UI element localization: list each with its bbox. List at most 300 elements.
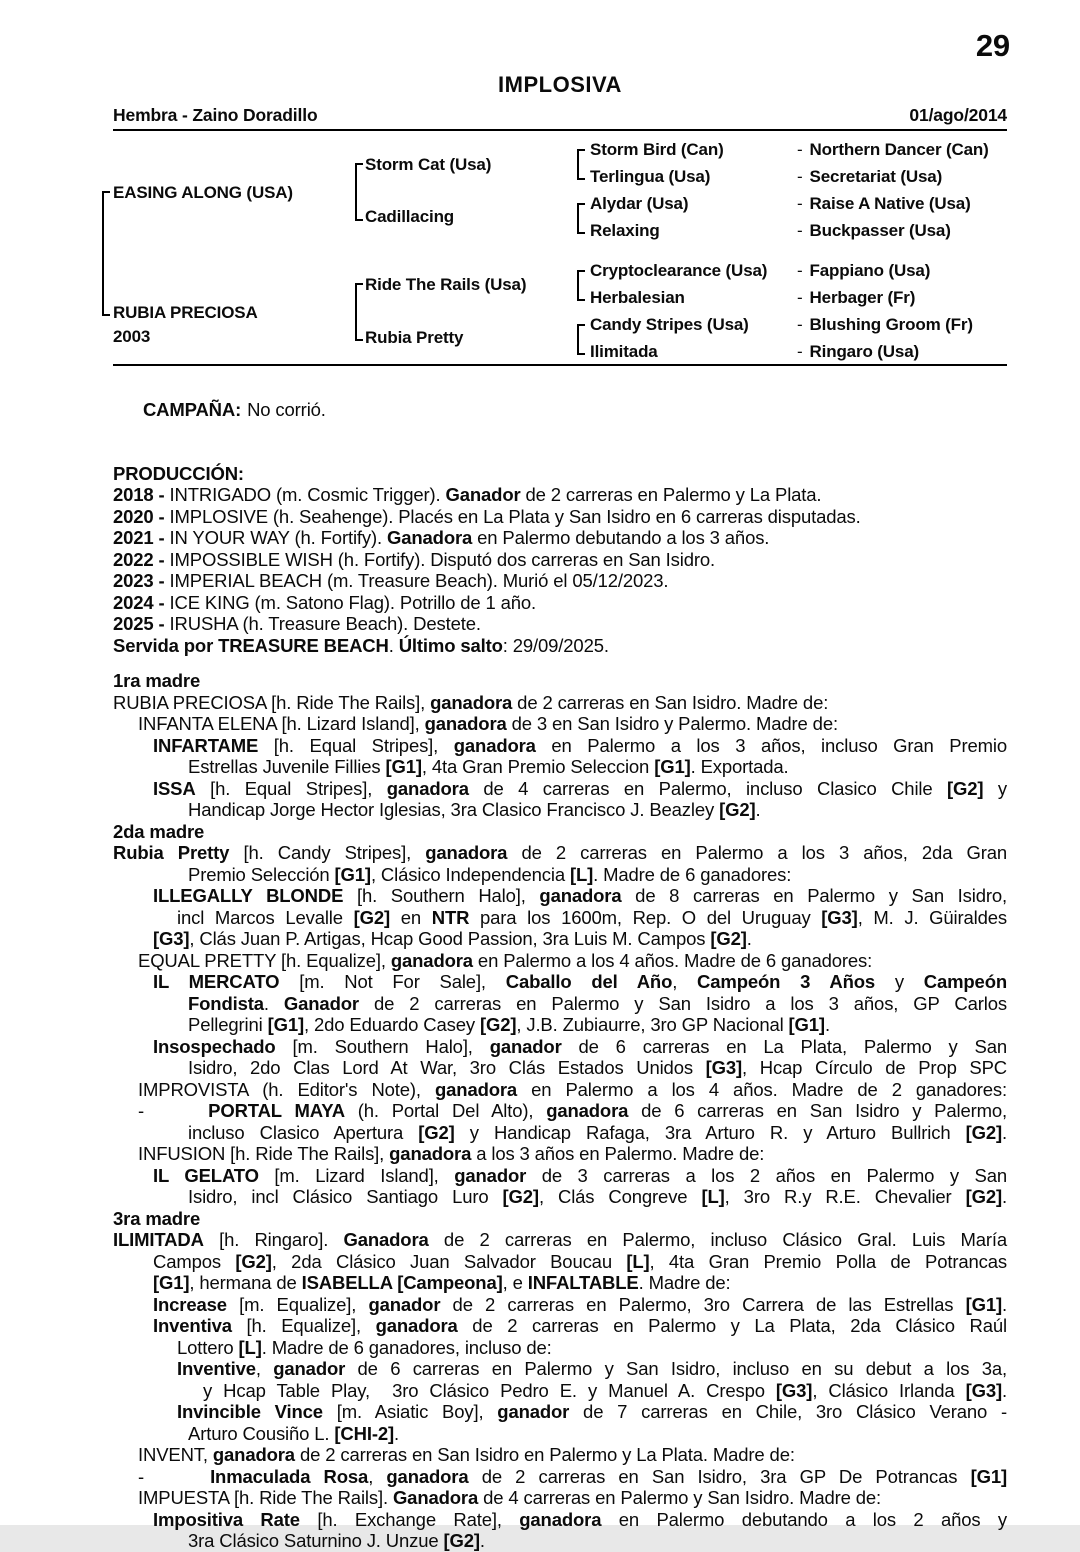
text-line (113, 713, 1007, 735)
pedigree-bracket (355, 283, 363, 341)
bold-run: [G2] (710, 928, 747, 949)
text-run: incl Marcos Levalle (177, 906, 354, 928)
text-line (113, 993, 1007, 1015)
text-run: Isidro, incl Clásico Santiago Luro (188, 1186, 503, 1207)
ancestor-name: Alydar (Usa) (590, 194, 689, 213)
text-run: de 2 carreras en Palermo y La Plata, 2da Clásico Raúl (457, 1315, 1007, 1336)
text-run: a los 3 años en Palermo. Madre de: (471, 1143, 765, 1164)
text-line (113, 842, 1007, 864)
text-run: , Clás Juan P. Artigas, Hcap Good Passion, 3ra Luis M. Campos (189, 928, 711, 949)
text-run: [m. Asiatic Boy], (322, 1401, 498, 1422)
campaign-line (113, 377, 1007, 442)
text-run: RUBIA PRECIOSA [h. Ride The Rails], (113, 691, 431, 713)
text-line (113, 1444, 1007, 1466)
text-run: , 2da Clásico Juan Salvador Boucau (271, 1250, 627, 1272)
bold-run: [G2] (235, 1250, 272, 1272)
ancestor-name: Rubia Pretty (365, 328, 464, 347)
text-line (113, 1487, 1007, 1509)
text-run: INTRIGADO (m. Cosmic Trigger). (169, 484, 446, 505)
ancestor-row (797, 342, 919, 362)
page-number: 29 (975, 28, 1010, 63)
text-run: IMPROVISTA (h. Editor's Note), (138, 1078, 435, 1100)
text-run: , Clás Congreve (538, 1186, 702, 1207)
ancestor-name: Secretariat (Usa) (809, 167, 943, 186)
text-run: de 8 carreras en Palermo y San Isidro, (621, 885, 1007, 906)
text-run: de 2 carreras en San Isidro en Palermo y La Plata. Madre de: (294, 1444, 795, 1465)
text-run: , M. J. Güiraldes (857, 906, 1007, 928)
text-line (113, 928, 1007, 950)
text-run: . Madre de 6 ganadores: (593, 863, 792, 885)
text-line (113, 885, 1007, 907)
ancestor-name: Relaxing (590, 221, 660, 240)
text-run: , 2do Eduardo Casey (304, 1014, 480, 1035)
ancestor-name: Ringaro (Usa) (809, 342, 920, 361)
text-run: ICE KING (m. Satono Flag). Potrillo de 1 año. (169, 591, 537, 613)
text-run: de 6 carreras en San Isidro y Palermo, (628, 1100, 1007, 1121)
ancestor-row (797, 140, 989, 160)
text-run: en Palermo a los 4 años. Madre de 6 ganadores: (472, 949, 873, 971)
text-run: , Hcap Círculo de Prop SPC (742, 1057, 1008, 1078)
ancestor-name: Storm Cat (Usa) (365, 155, 492, 174)
text-run: y Hcap Table Play, 3ro Clásico Pedro E. y Manuel A. Crespo (203, 1379, 776, 1401)
text-run: en Palermo a los 3 años, incluso Gran Premio (535, 734, 1007, 756)
bold-run: Último salto (398, 634, 503, 656)
text-run: [m. Lizard Island], (258, 1164, 455, 1186)
birth-date: 01/ago/2014 (909, 105, 1007, 125)
bold-run: Impositiva Rate (153, 1508, 300, 1530)
dash-icon: - (797, 261, 803, 280)
text-run: de 2 carreras en Palermo y San Isidro a los 3 años, GP Carlos (358, 992, 1007, 1014)
section-lines (113, 692, 1007, 821)
ancestor-name: Cryptoclearance (Usa) (590, 261, 768, 280)
text-run: de 2 carreras en Palermo, 3ro Carrera de las Estrellas (440, 1293, 966, 1315)
bold-run: ganadora (453, 734, 536, 756)
text-run: - (138, 1465, 145, 1487)
text-run: de 2 carreras en Palermo y La Plata. (520, 484, 822, 505)
bold-run: 2025 - (113, 613, 170, 634)
text-run: [m. Not For Sale], (279, 971, 506, 992)
bold-run: ganadora (430, 691, 513, 713)
bold-run: ganador (368, 1293, 441, 1315)
bold-run: 2020 - (113, 505, 170, 527)
pedigree-bracket (577, 149, 585, 180)
bold-run: 2021 - (113, 527, 170, 548)
ancestor-row (797, 261, 930, 281)
bold-run: NTR (431, 906, 470, 928)
text-run: , 4ta Gran Premio Polla de Potrancas (649, 1250, 1007, 1272)
text-run: de 4 carreras en Palermo y San Isidro. Madre de: (478, 1487, 882, 1508)
bold-run: [L] (238, 1336, 262, 1358)
dash-icon: - (797, 140, 803, 159)
bold-run: Inventive (177, 1358, 256, 1379)
bold-run: Inmaculada Rosa (210, 1465, 369, 1487)
bold-run: 2023 - (113, 570, 170, 591)
bold-run: Ganadora (392, 1487, 479, 1508)
text-run: , (255, 1358, 274, 1379)
bold-run: 2022 - (113, 548, 170, 570)
text-run: en Palermo debutando a los 2 años y (601, 1508, 1007, 1530)
dash-icon: - (797, 342, 803, 361)
text-run: - (138, 1100, 145, 1121)
bold-run: Invincible Vince (177, 1401, 323, 1422)
bold-run: ganadora (424, 713, 507, 734)
text-run: incluso Clasico Apertura (188, 1121, 419, 1143)
text-run: IMPUESTA [h. Ride The Rails]. (138, 1487, 393, 1508)
text-line (113, 1229, 1007, 1251)
text-run: [h. Equal Stripes], (258, 734, 454, 756)
text-line (113, 799, 1007, 821)
text-line (113, 1122, 1007, 1144)
text-line (113, 1014, 1007, 1036)
ancestor-name: Northern Dancer (Can) (809, 140, 989, 159)
text-run: de 3 en San Isidro y Palermo. Madre de: (506, 713, 838, 734)
text-line (113, 1165, 1007, 1187)
bold-run: [G1] (654, 756, 691, 777)
text-run: , hermana de (189, 1272, 302, 1293)
text-run: de 3 carreras a los 2 años en Palermo y San (526, 1164, 1007, 1186)
section-heading: 1ra madre (113, 670, 201, 691)
text-run: . (1002, 1379, 1007, 1401)
text-run: . (479, 1530, 485, 1551)
bold-run: [G3] (775, 1379, 813, 1401)
text-line (113, 778, 1007, 800)
ancestor-name: Blushing Groom (Fr) (809, 315, 973, 334)
text-run: [h. Ringaro]. (203, 1229, 344, 1250)
ancestor-row (797, 167, 942, 187)
text-run: : 29/09/2025. (502, 634, 609, 656)
ancestor-name: Raise A Native (Usa) (809, 194, 971, 213)
bold-run: ganadora (375, 1315, 458, 1336)
bold-run: Rubia Pretty (113, 842, 230, 863)
section-lines (113, 842, 1007, 1208)
bold-run: Ganadora (387, 527, 473, 548)
text-line (113, 1294, 1007, 1316)
ancestor-name: Terlingua (Usa) (590, 167, 711, 186)
text-run: en Palermo a los 4 años. Madre de 2 ganadores: (517, 1078, 1007, 1100)
dash-list-line (113, 1466, 1007, 1488)
text-line (113, 1251, 1007, 1273)
text-run: . (1002, 1186, 1007, 1207)
bold-run: [G2] (418, 1121, 455, 1143)
ancestor-row (797, 315, 973, 335)
dash-icon: - (797, 288, 803, 307)
text-line (113, 635, 1007, 657)
text-line (113, 1079, 1007, 1101)
text-run: Pellegrini (188, 1014, 268, 1035)
section-second-dam (113, 821, 1007, 1208)
ancestor-name: Fappiano (Usa) (809, 261, 931, 280)
bold-run: PORTAL MAYA (208, 1100, 345, 1121)
bold-run: Insospechado (153, 1035, 276, 1057)
bold-run: IL GELATO (153, 1164, 259, 1186)
bold-run: Servida por TREASURE BEACH (113, 634, 389, 656)
ancestor-name: Ilimitada (590, 342, 658, 361)
bold-run: INFARTAME (153, 734, 259, 756)
text-run: IMPLOSIVE (h. Seahenge). Placés en La Plata y San Isidro en 6 carreras disputadas. (169, 505, 861, 527)
bold-run: [G3] (705, 1057, 743, 1078)
section-lines (113, 1229, 1007, 1552)
text-run: EQUAL PRETTY [h. Equalize], (138, 949, 391, 971)
text-run: , (368, 1465, 387, 1487)
bold-run: 2018 - (113, 484, 170, 505)
bold-run: IL MERCATO (153, 971, 280, 992)
production-list (113, 484, 1007, 656)
text-run: . Madre de 6 ganadores, incluso de: (261, 1336, 552, 1358)
ancestor-name: Buckpasser (Usa) (809, 221, 951, 240)
ancestor-name: Cadillacing (365, 207, 455, 226)
text-line (113, 1036, 1007, 1058)
text-run: , 4ta Gran Premio Seleccion (421, 756, 655, 777)
bold-run: ganadora (425, 842, 508, 863)
text-run: . (263, 992, 284, 1014)
bold-run: Caballo del Año (505, 971, 673, 992)
text-run: . (388, 634, 399, 656)
dash-icon: - (797, 167, 803, 186)
dash-icon: - (797, 194, 803, 213)
text-line (113, 756, 1007, 778)
text-line (113, 864, 1007, 886)
text-run (144, 1466, 210, 1487)
text-line (113, 1272, 1007, 1294)
horse-name-title: IMPLOSIVA (498, 72, 622, 97)
bold-run: Ganador (445, 484, 521, 505)
text-run: [h. Equal Stripes], (195, 777, 387, 799)
bold-run: ISSA (153, 777, 196, 799)
text-run: [h. Equalize], (231, 1315, 376, 1336)
dash-list-line (113, 1100, 1007, 1122)
body-text (113, 377, 1007, 1552)
bold-run: ganadora (386, 777, 469, 799)
text-line (113, 527, 1007, 549)
bold-run: ganadora (519, 1508, 602, 1530)
text-run: INVENT, (138, 1444, 213, 1465)
text-line (113, 506, 1007, 528)
sire-name: EASING ALONG (USA) (113, 183, 293, 202)
text-line (113, 1358, 1007, 1380)
text-line (113, 1143, 1007, 1165)
dash-icon: - (797, 221, 803, 240)
text-run: , J.B. Zubiaurre, 3ro GP Nacional (516, 1014, 789, 1035)
text-line (113, 1401, 1007, 1423)
bold-run: [G2] (443, 1530, 480, 1551)
text-run: Isidro, 2do Clas Lord At War, 3ro Clás Estados Unidos (188, 1057, 706, 1078)
bold-run: [G3] (965, 1379, 1002, 1401)
text-run: , 3ro R.y R.E. Chevalier (724, 1186, 966, 1207)
text-run: en (390, 906, 432, 928)
bold-run: ISABELLA [Campeona] (301, 1272, 503, 1293)
pedigree-bracket (577, 270, 585, 301)
ancestor-name: Herbalesian (590, 288, 685, 307)
text-run: Lottero (177, 1336, 239, 1358)
text-line (113, 1057, 1007, 1079)
ancestor-row (797, 194, 971, 214)
text-run: . (1002, 1293, 1007, 1315)
text-line (113, 549, 1007, 571)
bold-run: INFALTABLE (527, 1272, 639, 1293)
bold-run: ganadora (212, 1444, 295, 1465)
bold-run: [G2] (947, 777, 984, 799)
bold-run: [CHI-2] (334, 1422, 394, 1444)
text-run: de 4 carreras en Palermo, incluso Clasico Chile (468, 777, 947, 799)
text-run: en Palermo debutando a los 3 años. (472, 527, 770, 548)
divider-top (113, 129, 1007, 131)
bold-run: ganador (273, 1358, 346, 1379)
bold-run: [L] (701, 1186, 725, 1207)
bold-run: [G1] (965, 1293, 1002, 1315)
bold-run: ganadora (546, 1100, 629, 1121)
bold-run: Ganador (283, 992, 359, 1014)
text-run: [h. Candy Stripes], (229, 842, 426, 863)
text-run: 3ra Clásico Saturnino J. Unzue (188, 1530, 444, 1551)
text-run: [m. Southern Halo], (275, 1035, 490, 1057)
text-run: Arturo Cousiño L. (188, 1422, 335, 1444)
bold-run: Increase (153, 1293, 227, 1315)
bold-run: Fondista (188, 992, 264, 1014)
bold-run: ganador (497, 1401, 570, 1422)
bold-run: [G2] (479, 1014, 517, 1035)
ancestor-name: Herbager (Fr) (809, 288, 916, 307)
text-run: IMPOSSIBLE WISH (h. Fortify). Disputó dos carreras en San Isidro. (169, 548, 715, 570)
ancestor-row (797, 288, 915, 308)
ancestor-row (797, 221, 951, 241)
bold-run: [G1] (970, 1465, 1007, 1487)
text-run: Premio Selección (188, 863, 335, 885)
text-line (113, 1423, 1007, 1445)
bold-run: ILIMITADA (113, 1229, 204, 1250)
bold-run: [G3] (153, 928, 190, 949)
text-run: IMPERIAL BEACH (m. Treasure Beach). Murió el 05/12/2023. (169, 570, 669, 591)
bold-run: ganadora (390, 949, 473, 971)
text-run: [h. Exchange Rate], (299, 1508, 520, 1530)
text-run: IN YOUR WAY (h. Fortify). (169, 527, 387, 548)
text-run: de 6 carreras en La Plata, Palermo y San (561, 1035, 1008, 1057)
text-line (113, 971, 1007, 993)
ancestor-name: Candy Stripes (Usa) (590, 315, 749, 334)
text-run: , Clásico Irlanda (812, 1379, 966, 1401)
bold-run: ILLEGALLY BLONDE (153, 885, 344, 906)
text-run: de 6 carreras en Palermo y San Isidro, incluso en su debut a los 3a, (345, 1358, 1007, 1379)
bold-run: [L] (569, 863, 594, 885)
text-line (113, 1186, 1007, 1208)
bold-run: ganadora (435, 1078, 518, 1100)
bold-run: [G1] (153, 1272, 190, 1293)
text-run: y (875, 971, 924, 992)
text-run: Handicap Jorge Hector Iglesias, 3ra Clasico Francisco J. Beazley (188, 799, 720, 820)
bold-run: [G2] (965, 1121, 1002, 1143)
bold-run: [L] (626, 1250, 650, 1272)
section-third-dam (113, 1208, 1007, 1552)
text-run: . (746, 928, 752, 949)
dam-year: 2003 (113, 327, 151, 346)
subheader-row (113, 105, 1007, 126)
section-heading: 3ra madre (113, 1207, 201, 1229)
section-heading: 2da madre (113, 820, 205, 842)
text-run: (h. Portal Del Alto), (344, 1100, 547, 1121)
text-run: y Handicap Rafaga, 3ra Arturo R. y Arturo Bullrich (454, 1121, 966, 1143)
pedigree-bracket (102, 191, 110, 316)
text-run: IRUSHA (h. Treasure Beach). Destete. (169, 613, 481, 634)
text-run: para los 1600m, Rep. O del Uruguay (469, 906, 822, 928)
pedigree-chart (113, 132, 1007, 364)
text-line (113, 484, 1007, 506)
text-run: [h. Southern Halo], (343, 885, 540, 906)
bold-run: ganador (489, 1035, 562, 1057)
production-heading: PRODUCCIÓN: (113, 462, 244, 484)
bold-run: [G1] (334, 863, 371, 885)
bold-run: [G1] (267, 1014, 304, 1035)
bold-run: [G1] (788, 1014, 825, 1035)
text-run: y (983, 777, 1007, 799)
text-run: . (824, 1014, 830, 1035)
bold-run: ganadora (386, 1465, 469, 1487)
bold-run: [G2] (353, 906, 391, 928)
text-run: de 2 carreras en Palermo, incluso Clásico Gral. Luis María (428, 1229, 1007, 1250)
text-line (113, 570, 1007, 592)
text-run: , Clásico Independencia (370, 863, 570, 885)
text-run: , (672, 971, 698, 992)
text-run: [m. Equalize], (226, 1293, 369, 1315)
text-line (113, 613, 1007, 635)
bold-run: [G2] (965, 1186, 1002, 1207)
text-run: Estrellas Juvenile Fillies (188, 756, 386, 777)
text-line (113, 950, 1007, 972)
pedigree-bracket (355, 163, 363, 221)
bold-run: ganadora (389, 1143, 472, 1164)
text-run: . (1002, 1121, 1007, 1143)
text-line (113, 735, 1007, 757)
bold-run: Ganadora (343, 1229, 429, 1250)
text-run: . Exportada. (690, 756, 789, 777)
text-run: de 7 carreras en Chile, 3ro Clásico Verano - (569, 1401, 1008, 1422)
sex-color-label: Hembra - Zaino Doradillo (113, 105, 318, 125)
bold-run: 2024 - (113, 591, 170, 613)
pedigree-bracket (577, 203, 585, 234)
bold-run: ganador (454, 1164, 527, 1186)
text-run: Campos (153, 1250, 236, 1272)
text-line (113, 1530, 1007, 1552)
broodmare-sections (113, 670, 1007, 1552)
text-run: de 2 carreras en Palermo a los 3 años, 2da Gran (507, 842, 1008, 863)
text-run: de 2 carreras en San Isidro, 3ra GP De Potrancas (468, 1465, 971, 1487)
campaign-value: No corrió. (247, 398, 326, 420)
text-run: de 2 carreras en San Isidro. Madre de: (512, 691, 829, 713)
text-line (113, 592, 1007, 614)
bold-run: [G3] (821, 906, 858, 928)
section-first-dam (113, 670, 1007, 821)
bold-run: [G2] (719, 799, 756, 820)
text-run: INFANTA ELENA [h. Lizard Island], (138, 713, 425, 734)
pedigree-bracket (577, 324, 585, 355)
bold-run: Campeón 3 Años (697, 971, 876, 992)
bold-run: [G1] (385, 756, 422, 777)
text-run: , e (502, 1272, 528, 1293)
dash-icon: - (797, 315, 803, 334)
divider-bottom (113, 364, 1007, 366)
bold-run: Inventiva (153, 1315, 232, 1336)
ancestor-name: Ride The Rails (Usa) (365, 275, 527, 294)
text-run: . (755, 799, 761, 820)
text-run (144, 1100, 208, 1121)
text-line (113, 1380, 1007, 1402)
text-line (113, 1315, 1007, 1337)
dam-name: RUBIA PRECIOSA (113, 303, 258, 322)
text-run: . (394, 1422, 399, 1444)
text-run: . Madre de: (638, 1272, 731, 1293)
bold-run: Campeón (923, 971, 1007, 992)
bold-run: [G2] (502, 1186, 539, 1207)
bold-run: ganadora (539, 885, 622, 906)
text-line (113, 1337, 1007, 1359)
